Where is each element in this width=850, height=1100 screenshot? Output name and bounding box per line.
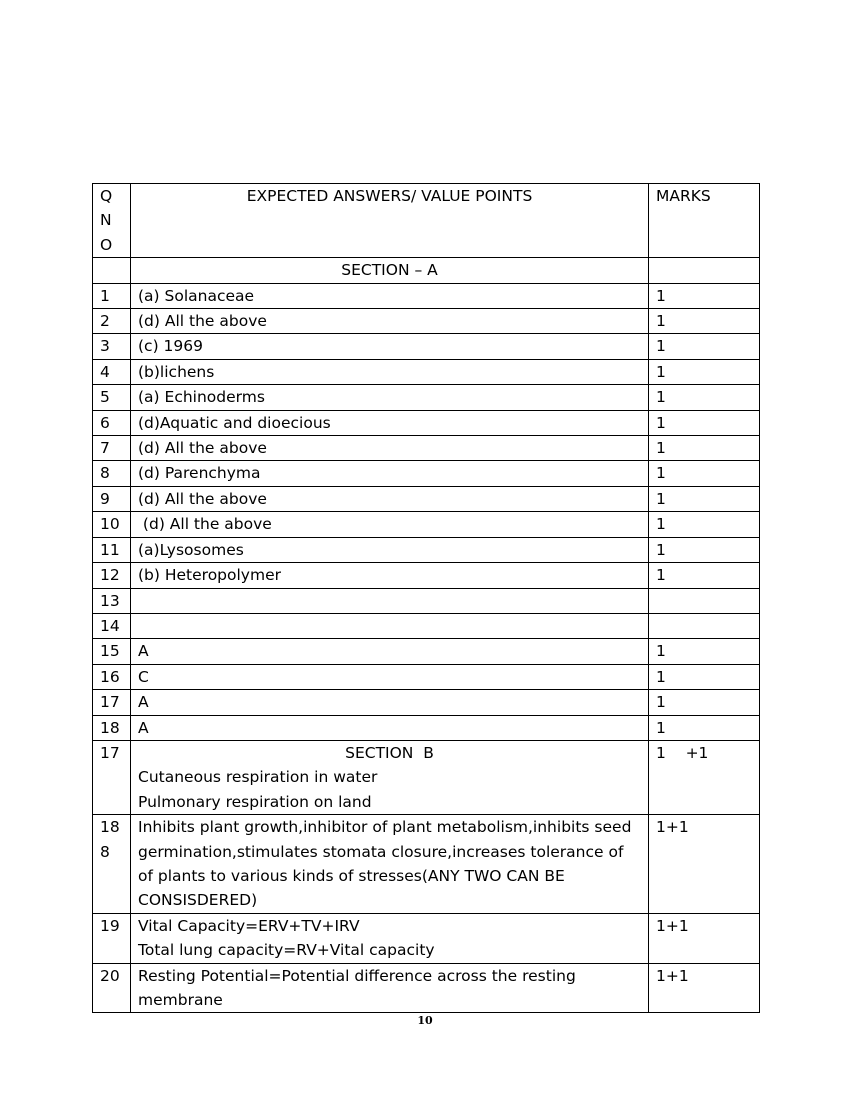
answer-cell xyxy=(131,913,649,963)
marks-cell: 1 xyxy=(649,410,760,435)
answer-cell: (b)lichens xyxy=(131,359,649,384)
answer-cell: (d) All the above xyxy=(131,486,649,511)
marks-cell: 1+1 xyxy=(649,963,760,1013)
page-number: 10 xyxy=(417,1014,433,1027)
marks-cell xyxy=(649,588,760,613)
question-number: 15 xyxy=(93,639,131,664)
question-number: 10 xyxy=(93,512,131,537)
table-row xyxy=(93,334,760,359)
answer-cell: (c) 1969 xyxy=(131,334,649,359)
answer-line: Resting Potential=Potential difference across the resting membrane xyxy=(138,966,576,1009)
question-number: 1 xyxy=(93,283,131,308)
marks-cell: 1 xyxy=(649,385,760,410)
table-row xyxy=(93,410,760,435)
table-row xyxy=(93,385,760,410)
qno-header-line: Q xyxy=(100,187,113,205)
marks-cell: 1 xyxy=(649,690,760,715)
table-row xyxy=(93,613,760,638)
answer-cell: C xyxy=(131,664,649,689)
table-row xyxy=(93,815,760,914)
table-row xyxy=(93,436,760,461)
marks-header: MARKS xyxy=(649,184,760,258)
section-b-heading: SECTION B xyxy=(345,743,434,762)
answers-header: EXPECTED ANSWERS/ VALUE POINTS xyxy=(131,184,649,258)
question-number: 17 xyxy=(93,690,131,715)
marks-cell: 1 xyxy=(649,334,760,359)
answer-cell xyxy=(131,740,649,814)
table-row xyxy=(93,563,760,588)
marks-cell: 1 xyxy=(649,359,760,384)
marks-cell: 1 +1 xyxy=(649,740,760,814)
answer-line: Vital Capacity=ERV+TV+IRV xyxy=(138,916,360,935)
table-row xyxy=(93,690,760,715)
table-row xyxy=(93,486,760,511)
table-row xyxy=(93,588,760,613)
table-row xyxy=(93,963,760,1013)
question-number: 9 xyxy=(93,486,131,511)
table-row xyxy=(93,309,760,334)
answer-cell: (d)Aquatic and dioecious xyxy=(131,410,649,435)
marks-cell: 1 xyxy=(649,639,760,664)
question-number: 8 xyxy=(93,461,131,486)
question-number: 5 xyxy=(93,385,131,410)
section-a-row xyxy=(93,258,760,283)
table-row xyxy=(93,461,760,486)
table-row xyxy=(93,740,760,814)
answer-cell xyxy=(131,588,649,613)
question-number: 20 xyxy=(93,963,131,1013)
marks-cell xyxy=(649,613,760,638)
table-row xyxy=(93,639,760,664)
answer-line: Inhibits plant growth,inhibitor of plant metabolism,inhibits seed germination,stimulates stomata closure,increases tolerance of of plants to various kinds of stresses(ANY TWO CAN BE CONSISDERED) xyxy=(138,818,632,910)
table-row xyxy=(93,537,760,562)
question-number: 2 xyxy=(93,309,131,334)
marks-cell: 1 xyxy=(649,461,760,486)
header-row xyxy=(93,184,760,258)
marks-cell: 1 xyxy=(649,309,760,334)
answer-cell: (a) Echinoderms xyxy=(131,385,649,410)
marks-cell: 1 xyxy=(649,512,760,537)
marks-cell: 1 xyxy=(649,715,760,740)
answer-cell xyxy=(131,815,649,914)
question-number: 16 xyxy=(93,664,131,689)
answer-cell: A xyxy=(131,690,649,715)
question-number: 19 xyxy=(93,913,131,963)
question-number: 13 xyxy=(93,588,131,613)
table-row xyxy=(93,664,760,689)
answer-line: Total lung capacity=RV+Vital capacity xyxy=(138,941,435,960)
marks-cell: 1 xyxy=(649,283,760,308)
answer-cell: A xyxy=(131,639,649,664)
table-row xyxy=(93,512,760,537)
question-number: 3 xyxy=(93,334,131,359)
table-row xyxy=(93,283,760,308)
marks-cell: 1 xyxy=(649,563,760,588)
marks-cell: 1 xyxy=(649,436,760,461)
question-number: 18 8 xyxy=(93,815,131,914)
question-number: 14 xyxy=(93,613,131,638)
table-row xyxy=(93,715,760,740)
marks-cell: 1 xyxy=(649,664,760,689)
answer-cell: (a) Solanaceae xyxy=(131,283,649,308)
answer-cell xyxy=(131,963,649,1013)
answer-cell: (b) Heteropolymer xyxy=(131,563,649,588)
answer-cell: A xyxy=(131,715,649,740)
question-number: 6 xyxy=(93,410,131,435)
question-number: 18 xyxy=(93,715,131,740)
question-number: 4 xyxy=(93,359,131,384)
answer-line: Cutaneous respiration in water xyxy=(138,768,378,787)
marks-cell: 1+1 xyxy=(649,815,760,914)
question-number: 17 xyxy=(93,740,131,814)
question-number: 7 xyxy=(93,436,131,461)
question-number: 11 xyxy=(93,537,131,562)
table-row xyxy=(93,359,760,384)
question-number: 12 xyxy=(93,563,131,588)
answer-line: Pulmonary respiration on land xyxy=(138,792,372,811)
answer-key-table xyxy=(92,183,760,1013)
marks-cell: 1 xyxy=(649,537,760,562)
qno-header-line: O xyxy=(100,235,113,254)
table-row xyxy=(93,913,760,963)
answer-cell: (d) Parenchyma xyxy=(131,461,649,486)
answer-cell: (d) All the above xyxy=(131,436,649,461)
marks-cell: 1 xyxy=(649,486,760,511)
marks-cell: 1+1 xyxy=(649,913,760,963)
qno-header xyxy=(93,184,131,258)
answer-cell: (a)Lysosomes xyxy=(131,537,649,562)
answer-cell: (d) All the above xyxy=(131,309,649,334)
answer-cell xyxy=(131,613,649,638)
section-a-heading: SECTION – A xyxy=(131,258,649,283)
qno-header-line: N xyxy=(100,211,112,230)
answer-cell: (d) All the above xyxy=(131,512,649,537)
